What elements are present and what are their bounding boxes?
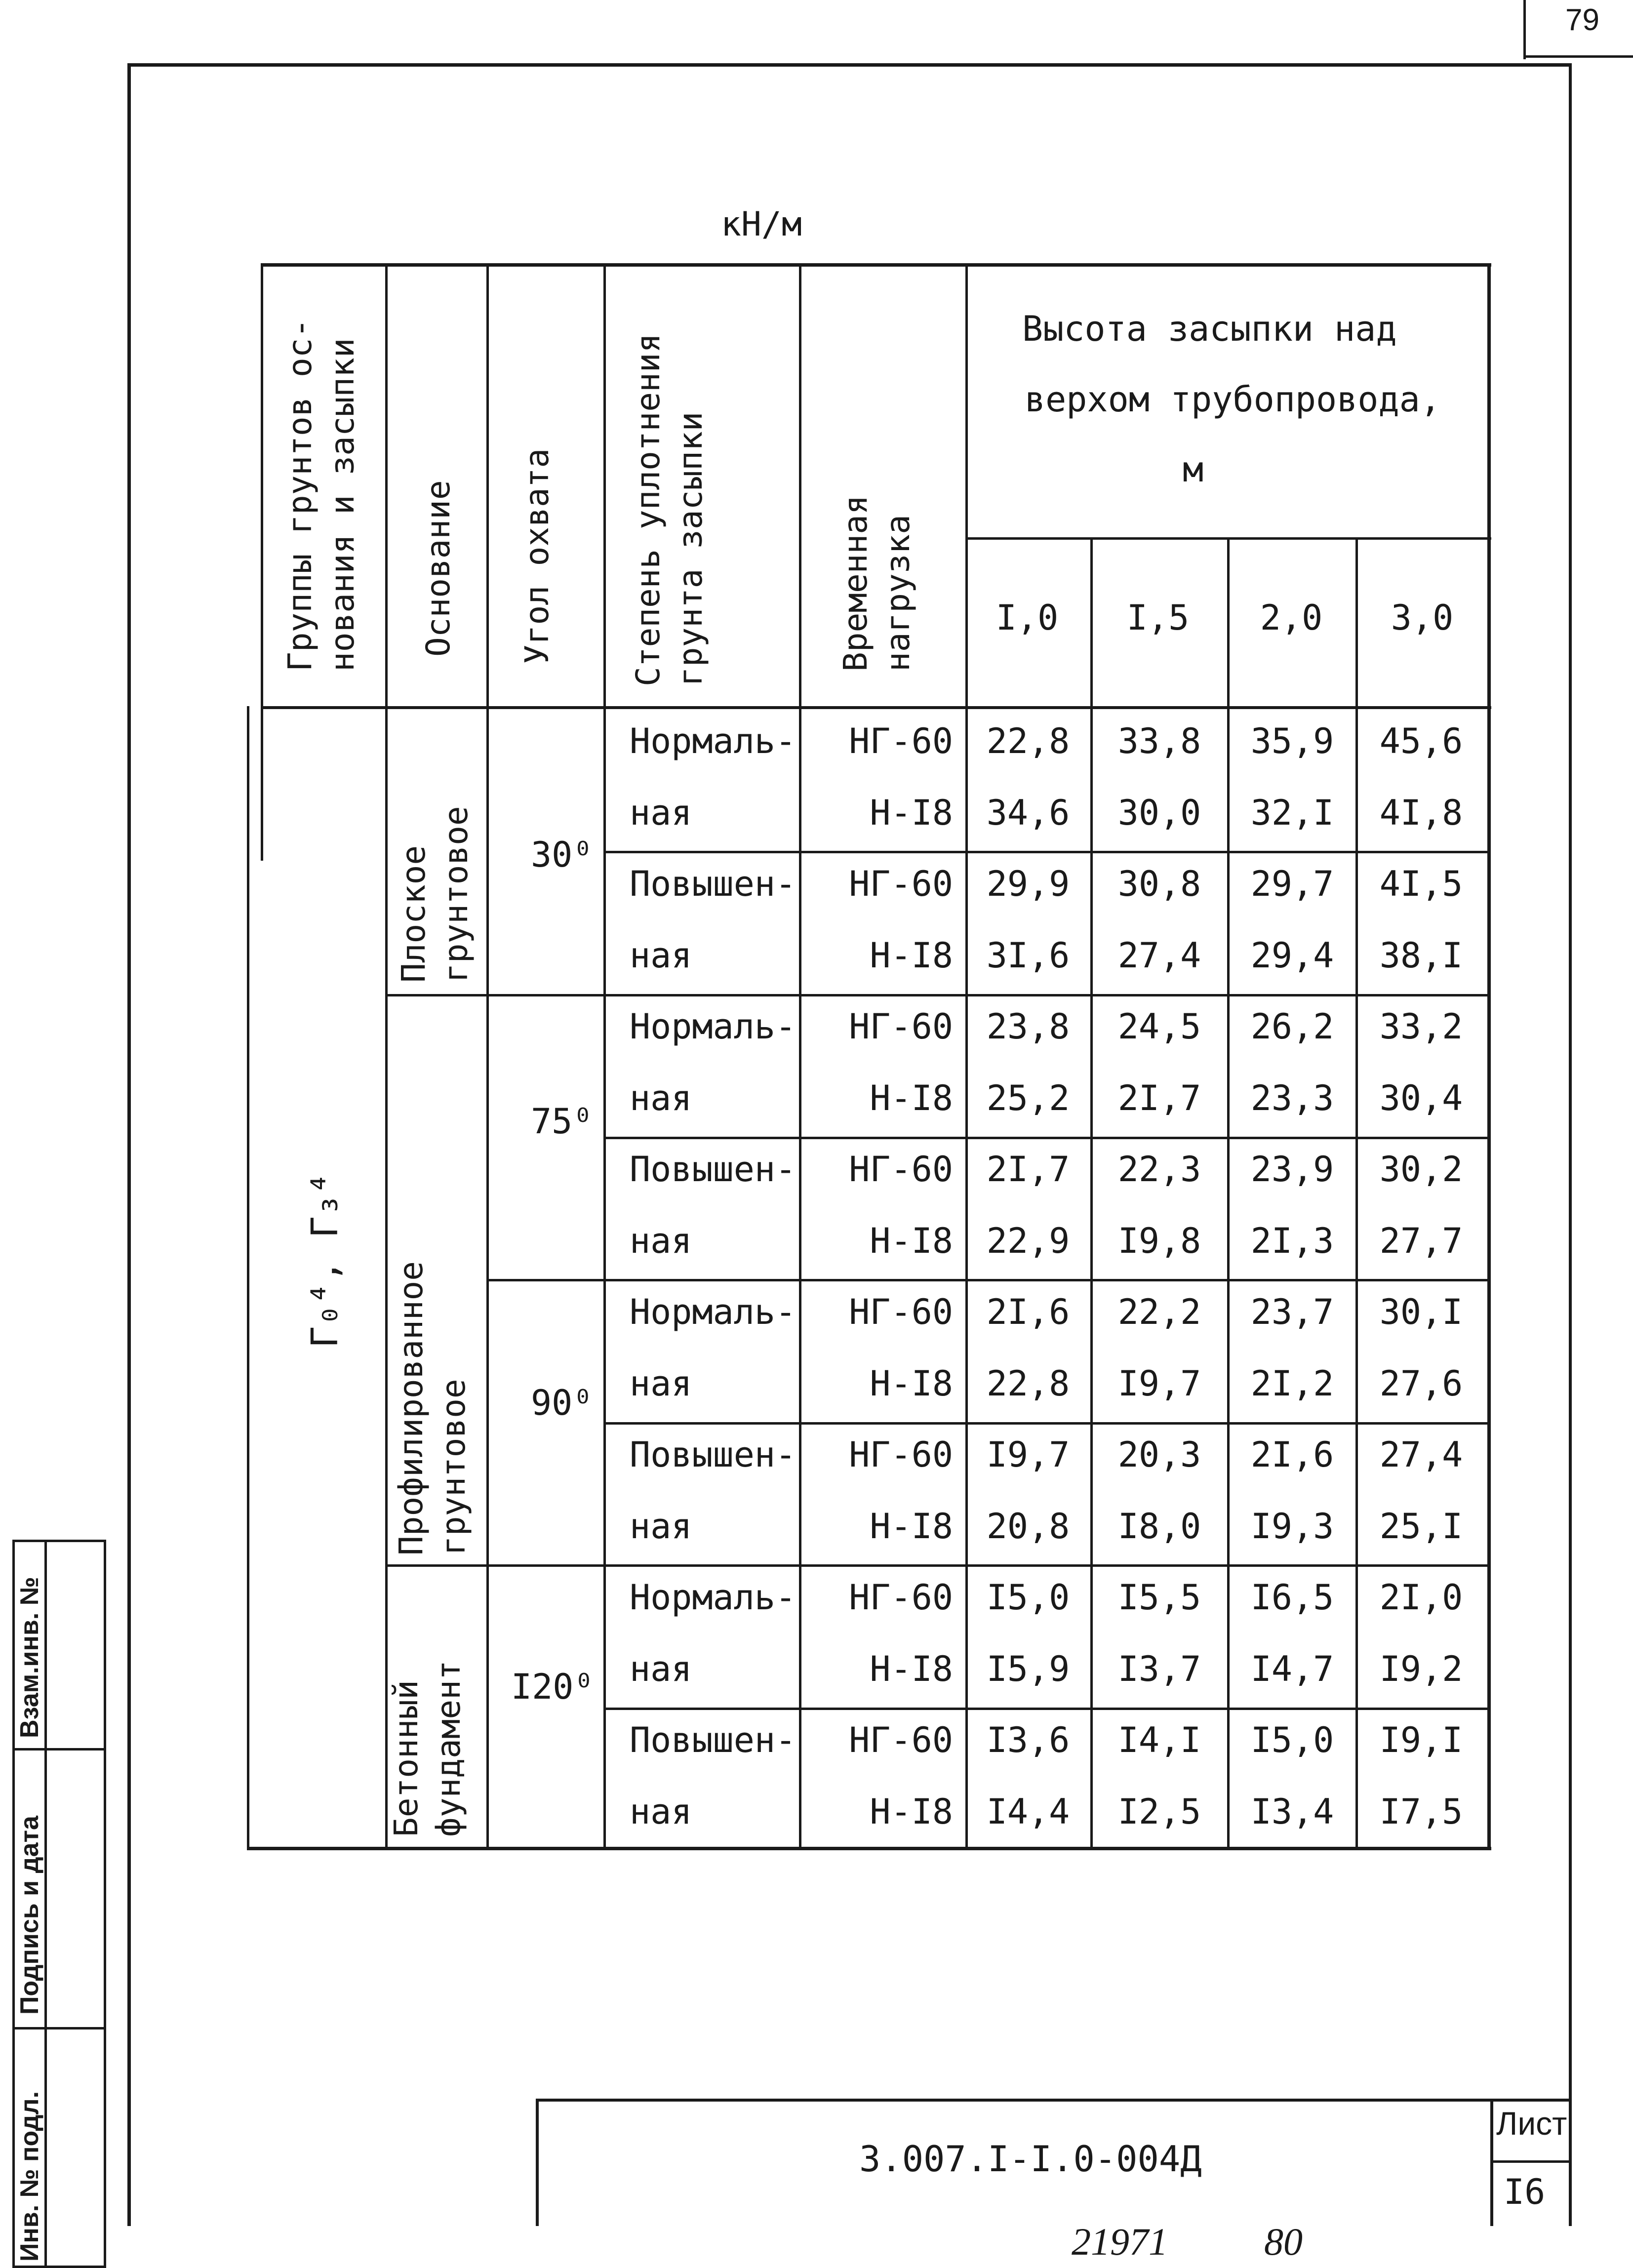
- load-type: НГ-60: [849, 1292, 953, 1332]
- height-col-2: I,5: [1126, 597, 1190, 638]
- sheet-separator: [1490, 2160, 1572, 2163]
- table-bottom-line: [247, 1847, 1491, 1850]
- soil-groups-value: Г₀⁴, Г₃⁴: [304, 1172, 346, 1348]
- load-type: НГ-60: [849, 1720, 953, 1760]
- load-type: Н-I8: [870, 1648, 953, 1689]
- table-cell-value: I5,5: [1117, 1577, 1201, 1618]
- header-height-line3: м: [1183, 449, 1204, 490]
- table-cell-value: 30,2: [1379, 1149, 1463, 1190]
- header-sub-line: [968, 537, 1491, 540]
- table-cell-value: 2I,7: [1117, 1077, 1201, 1118]
- table-cell-value: 33,8: [1117, 721, 1201, 761]
- table-cell-value: 20,8: [986, 1506, 1070, 1547]
- corner-rule-vertical: [1523, 0, 1526, 59]
- table-cell-value: I3,7: [1117, 1648, 1201, 1689]
- table-cell-value: 2I,6: [1250, 1434, 1334, 1475]
- base-profiled: Профилированное грунтовое: [392, 1261, 473, 1555]
- base-flat: Плоское грунтовое: [395, 806, 475, 983]
- compaction-high-label: ная: [630, 935, 692, 976]
- header-compaction: Степень уплотнения грунта засыпки: [629, 333, 710, 686]
- table-cell-value: 29,7: [1250, 864, 1334, 904]
- corner-rule-horizontal: [1523, 55, 1633, 58]
- col-line-7: [1227, 537, 1230, 1849]
- table-cell-value: 22,9: [986, 1220, 1070, 1261]
- document-code: 3.007.I-I.0-004Д: [859, 2138, 1202, 2180]
- compaction-normal-label: Нормаль-: [630, 1006, 797, 1047]
- table-cell-value: 22,8: [986, 1363, 1070, 1404]
- table-cell-value: I5,0: [986, 1577, 1070, 1618]
- table-cell-value: I9,2: [1379, 1648, 1463, 1689]
- table-cell-value: 38,I: [1379, 935, 1463, 976]
- col-line-4: [799, 263, 801, 1849]
- table-left-line-lower: [247, 706, 249, 1849]
- col-line-1: [385, 263, 388, 1849]
- load-type: Н-I8: [870, 792, 953, 833]
- table-cell-value: 22,2: [1117, 1292, 1201, 1332]
- table-cell-value: 2I,6: [986, 1292, 1070, 1332]
- table-cell-value: I5,0: [1250, 1720, 1334, 1760]
- header-height-line1: Высота засыпки над: [1022, 309, 1397, 349]
- sep-profiled-concrete: [385, 1564, 1489, 1567]
- side-label-replace-inv: Взам.инв. №: [15, 1577, 44, 1738]
- table-right-line: [1487, 263, 1491, 1849]
- handwritten-number-right: 80: [1264, 2220, 1303, 2263]
- load-type: Н-I8: [870, 1506, 953, 1547]
- sep-compaction-2: [603, 1137, 1489, 1139]
- col-line-6: [1090, 537, 1093, 1849]
- table-cell-value: 2I,3: [1250, 1220, 1334, 1261]
- sep-flat-profiled: [385, 994, 1489, 996]
- load-type: НГ-60: [849, 1149, 953, 1190]
- table-cell-value: I6,5: [1250, 1577, 1334, 1618]
- compaction-high-label: Повышен-: [630, 1149, 797, 1190]
- sheet-number: I6: [1504, 2172, 1546, 2212]
- table-cell-value: I3,6: [986, 1720, 1070, 1760]
- height-col-4: 3,0: [1391, 597, 1454, 638]
- angle-75: 75⁰: [531, 1101, 594, 1142]
- side-label-sign-date: Подпись и дата: [15, 1816, 44, 2015]
- table-cell-value: 27,4: [1117, 935, 1201, 976]
- compaction-high-label: Повышен-: [630, 1720, 797, 1760]
- compaction-high-label: ная: [630, 1506, 692, 1547]
- angle-120: I20⁰: [511, 1667, 595, 1707]
- table-cell-value: 23,8: [986, 1006, 1070, 1047]
- load-type: НГ-60: [849, 721, 953, 761]
- sep-compaction-1: [603, 851, 1489, 853]
- col-line-8: [1355, 537, 1358, 1849]
- header-angle: Угол охвата: [518, 448, 556, 664]
- height-col-1: I,0: [996, 597, 1059, 638]
- load-type: Н-I8: [870, 1791, 953, 1832]
- table-cell-value: 45,6: [1379, 721, 1463, 761]
- side-strip-split: [44, 1540, 47, 2268]
- table-cell-value: I9,8: [1117, 1220, 1201, 1261]
- table-cell-value: 27,7: [1379, 1220, 1463, 1261]
- compaction-high-label: Повышен-: [630, 864, 797, 904]
- table-cell-value: I9,3: [1250, 1506, 1334, 1547]
- table-cell-value: 22,3: [1117, 1149, 1201, 1190]
- table-cell-value: 25,I: [1379, 1506, 1463, 1547]
- sep-75-90: [486, 1279, 1489, 1281]
- col-line-2: [486, 263, 489, 1849]
- load-type: НГ-60: [849, 1434, 953, 1475]
- unit-label: кН/м: [721, 205, 802, 244]
- table-cell-value: I4,I: [1117, 1720, 1201, 1760]
- sheet-label: Лист: [1496, 2105, 1567, 2142]
- compaction-high-label: ная: [630, 1791, 692, 1832]
- table-cell-value: 2I,7: [986, 1149, 1070, 1190]
- compaction-high-label: ная: [630, 1220, 692, 1261]
- load-type: НГ-60: [849, 864, 953, 904]
- table-cell-value: 33,2: [1379, 1006, 1463, 1047]
- table-cell-value: 23,7: [1250, 1292, 1334, 1332]
- compaction-normal-label: Нормаль-: [630, 1577, 797, 1618]
- col-line-3: [603, 263, 606, 1849]
- table-cell-value: 2I,0: [1379, 1577, 1463, 1618]
- load-type: Н-I8: [870, 1077, 953, 1118]
- header-base: Основание: [419, 480, 457, 657]
- table-cell-value: I9,7: [986, 1434, 1070, 1475]
- base-concrete: Бетонный фундамент: [387, 1660, 468, 1837]
- table-cell-value: I9,7: [1117, 1363, 1201, 1404]
- compaction-normal-label: ная: [630, 1363, 692, 1404]
- table-top-line: [262, 263, 1491, 267]
- table-cell-value: 30,8: [1117, 864, 1201, 904]
- table-cell-value: 4I,5: [1379, 864, 1463, 904]
- table-cell-value: 24,5: [1117, 1006, 1201, 1047]
- sep-compaction-4: [603, 1708, 1489, 1710]
- load-type: НГ-60: [849, 1006, 953, 1047]
- table-cell-value: 30,I: [1379, 1292, 1463, 1332]
- col-line-5: [965, 263, 968, 1849]
- header-height-line2: верхом трубопровода,: [1025, 379, 1441, 420]
- header-bottom-line: [262, 706, 1491, 709]
- table-cell-value: 26,2: [1250, 1006, 1334, 1047]
- compaction-normal-label: Нормаль-: [630, 1292, 797, 1332]
- table-cell-value: I7,5: [1379, 1791, 1463, 1832]
- header-soil-groups: Группы грунтов ос- нования и засыпки: [281, 318, 361, 672]
- table-cell-value: 20,3: [1117, 1434, 1201, 1475]
- table-cell-value: I5,9: [986, 1648, 1070, 1689]
- table-cell-value: 2I,2: [1250, 1363, 1334, 1404]
- table-cell-value: 27,4: [1379, 1434, 1463, 1475]
- table-cell-value: 27,6: [1379, 1363, 1463, 1404]
- side-sep-1: [12, 1748, 106, 1751]
- table-cell-value: 4I,8: [1379, 792, 1463, 833]
- height-col-3: 2,0: [1260, 597, 1323, 638]
- table-cell-value: I4,4: [986, 1791, 1070, 1832]
- table-cell-value: 30,0: [1117, 792, 1201, 833]
- compaction-normal-label: ная: [630, 1077, 692, 1118]
- angle-30: 30⁰: [531, 835, 594, 875]
- table-cell-value: 32,I: [1250, 792, 1334, 833]
- header-temp-load: Временная нагрузка: [836, 495, 917, 672]
- table-cell-value: 34,6: [986, 792, 1070, 833]
- compaction-normal-label: Нормаль-: [630, 721, 797, 761]
- table-cell-value: 35,9: [1250, 721, 1334, 761]
- table-cell-value: 23,3: [1250, 1077, 1334, 1118]
- side-label-inv-orig: Инв. № подл.: [15, 2091, 44, 2262]
- table-left-line: [261, 263, 263, 861]
- table-cell-value: 23,9: [1250, 1149, 1334, 1190]
- sep-compaction-3: [603, 1422, 1489, 1425]
- table-cell-value: I4,7: [1250, 1648, 1334, 1689]
- table-cell-value: I2,5: [1117, 1791, 1201, 1832]
- load-type: Н-I8: [870, 1220, 953, 1261]
- table-cell-value: 29,9: [986, 864, 1070, 904]
- compaction-normal-label: ная: [630, 1648, 692, 1689]
- load-type: НГ-60: [849, 1577, 953, 1618]
- handwritten-number-left: 21971: [1072, 2220, 1168, 2263]
- table-cell-value: 3I,6: [986, 935, 1070, 976]
- table-cell-value: I8,0: [1117, 1506, 1201, 1547]
- side-sep-2: [12, 2027, 106, 2029]
- table-cell-value: 29,4: [1250, 935, 1334, 976]
- load-type: Н-I8: [870, 1363, 953, 1404]
- compaction-normal-label: ная: [630, 792, 692, 833]
- page-number: 79: [1565, 3, 1599, 37]
- table-cell-value: I3,4: [1250, 1791, 1334, 1832]
- load-type: Н-I8: [870, 935, 953, 976]
- angle-90: 90⁰: [531, 1383, 594, 1423]
- table-cell-value: 25,2: [986, 1077, 1070, 1118]
- table-cell-value: I9,I: [1379, 1720, 1463, 1760]
- table-cell-value: 30,4: [1379, 1077, 1463, 1118]
- compaction-high-label: Повышен-: [630, 1434, 797, 1475]
- table-cell-value: 22,8: [986, 721, 1070, 761]
